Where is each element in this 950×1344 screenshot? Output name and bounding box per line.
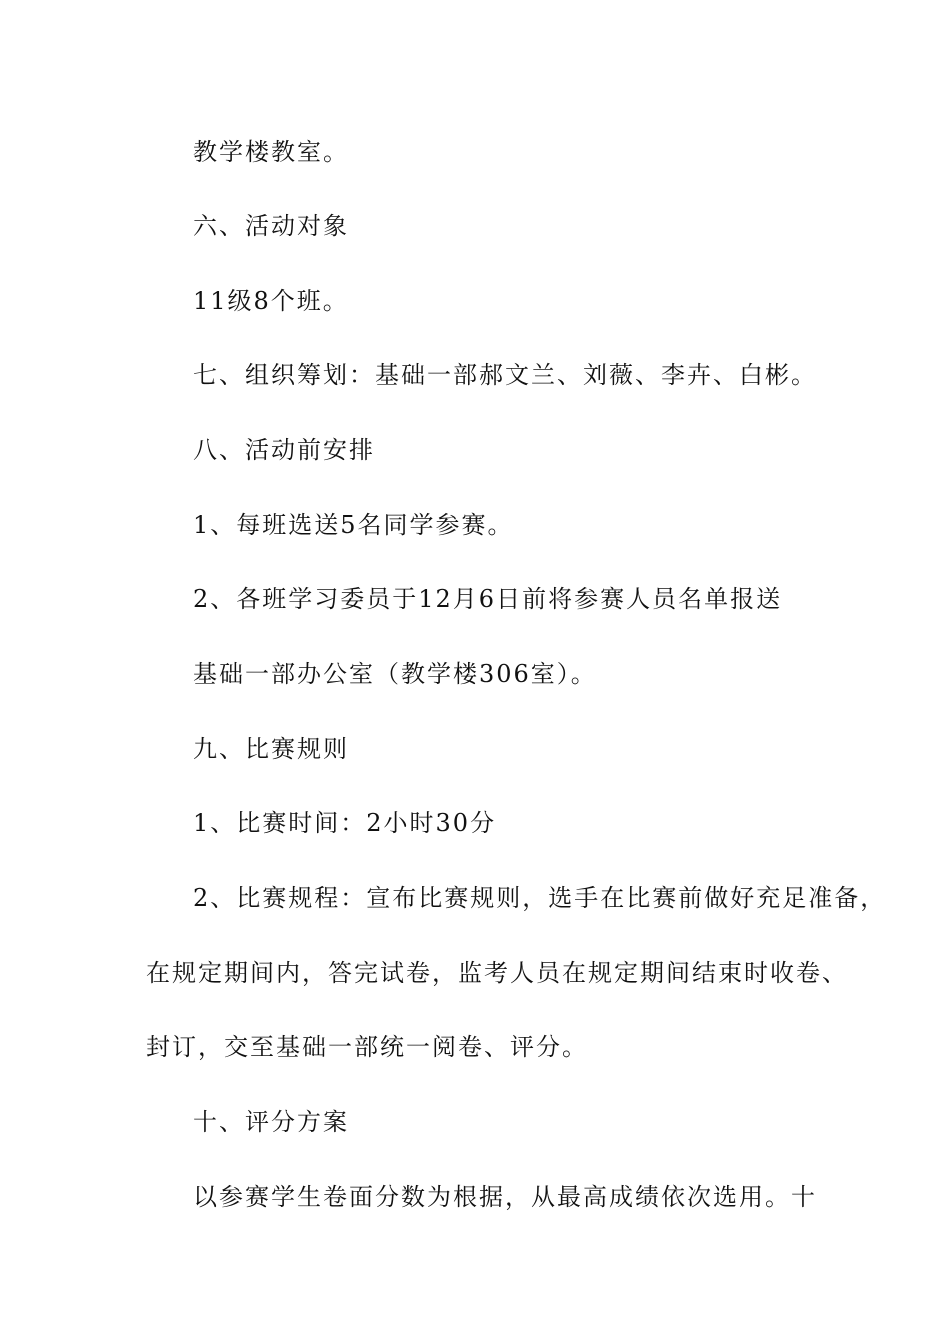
list-item-rules-2-continued-b: 封订，交至基础一部统一阅卷、评分。 [146, 1033, 588, 1061]
section-heading-rules: 九、比赛规则 [193, 735, 349, 763]
list-item-preparation-2: 2、各班学习委员于12月6日前将参赛人员名单报送 [193, 585, 783, 613]
list-item-preparation-1: 1、每班选送5名同学参赛。 [193, 511, 514, 539]
list-item-rules-2: 2、比赛规程：宣布比赛规则，选手在比赛前做好充足准备， [193, 884, 887, 912]
paragraph-participants: 11级8个班。 [193, 287, 349, 315]
section-heading-participants: 六、活动对象 [193, 212, 349, 240]
list-item-rules-1: 1、比赛时间：2小时30分 [193, 809, 497, 837]
list-item-preparation-2-continued: 基础一部办公室（教学楼306室）。 [193, 660, 597, 688]
paragraph-scoring: 以参赛学生卷面分数为根据，从最高成绩依次选用。十 [193, 1183, 817, 1211]
section-heading-preparation: 八、活动前安排 [193, 436, 375, 464]
paragraph-venue-continued: 教学楼教室。 [193, 138, 349, 166]
list-item-rules-2-continued-a: 在规定期间内，答完试卷，监考人员在规定期间结束时收卷、 [146, 959, 848, 987]
section-heading-organizers: 七、组织筹划：基础一部郝文兰、刘薇、李卉、白彬。 [193, 361, 817, 389]
section-heading-scoring: 十、评分方案 [193, 1108, 349, 1136]
